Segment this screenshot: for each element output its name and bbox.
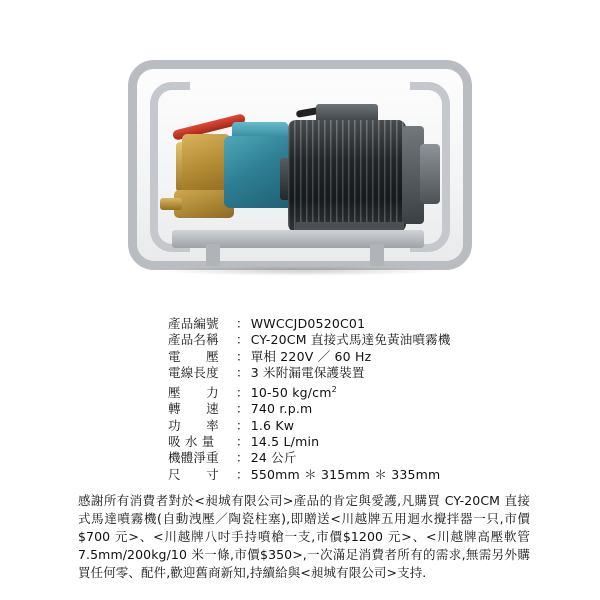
motor-fan-cover-icon [420,144,440,204]
spec-label: 尺 寸 [168,466,219,482]
base-foot-right-icon [370,244,384,266]
spec-label: 壓 力 [168,384,219,400]
spec-label: 電線長度 [168,365,219,381]
spec-label: 吸 水 量 [168,434,215,449]
spec-row [168,382,588,402]
spec-value: 740 r.p.m [250,401,313,417]
spec-row [168,316,588,332]
spec-row [168,434,588,450]
motor-body-icon [288,120,406,232]
spec-separator: ： [236,417,249,433]
spec-value: 14.5 L/min [250,434,320,449]
base-foot-left-icon [206,244,220,266]
spec-label: 功 率 [168,417,219,433]
spec-value: 24 公斤 [250,450,297,466]
spec-separator: ： [236,450,249,466]
spec-separator: ： [236,365,249,381]
spec-value: 1.6 Kw [250,417,295,433]
spec-separator: ： [236,348,249,364]
spec-label: 產品名稱 [168,332,219,348]
spec-label: 電 壓 [168,348,219,364]
pump-nozzle-icon [160,198,182,210]
spec-separator: ： [236,316,249,331]
spec-row [168,467,588,483]
product-photo-inner [120,22,480,280]
spec-separator: ： [236,466,249,482]
spec-separator: ： [236,384,249,400]
spec-row [168,401,588,417]
spec-value: 單相 220V ／ 60 Hz [250,348,372,364]
spec-value: 550mm ＊ 315mm ＊ 335mm [250,466,441,482]
spec-label: 產品編號 [168,316,219,331]
spec-value-superscript: 2 [331,384,337,394]
spec-row [168,332,588,348]
spec-separator: ： [236,434,249,449]
spec-value: CY-20CM 直接式馬達免黃油噴霧機 [250,332,451,348]
spec-separator: ： [236,401,249,417]
specification-list [168,316,588,483]
promotional-paragraph: 感謝所有消費者對於<昶城有限公司>產品的肯定與愛護,凡購買 CY-20CM 直接式馬達噴霧機(自動洩壓／陶瓷柱塞),即贈送<川越牌五用迴水攪拌器一只,市價$700 元>、<川越牌八吋手持噴槍一支,市價$1200 元>、<川越牌高壓軟管 7.5mm/200kg/10 米一條,市價$350>,一次滿足消費者所有的需求,無需另外購買任何零、配件,歡迎舊商新知,持續給與<昶城有限公司>支持. [78,493,530,580]
spec-value: 10-50 kg/cm [250,384,332,400]
spec-row [168,349,588,365]
spec-label: 轉 速 [168,401,219,417]
spec-label: 機體淨重 [168,450,219,466]
photo-shadow [160,266,440,276]
spec-row [168,450,588,466]
motor-fins-icon [288,120,406,232]
spec-row [168,365,588,381]
spec-value: 3 米附漏電保護裝置 [250,365,365,381]
spec-row [168,418,588,434]
spec-value: WWCCJD0520C01 [250,316,366,331]
spec-separator: ： [236,332,249,348]
